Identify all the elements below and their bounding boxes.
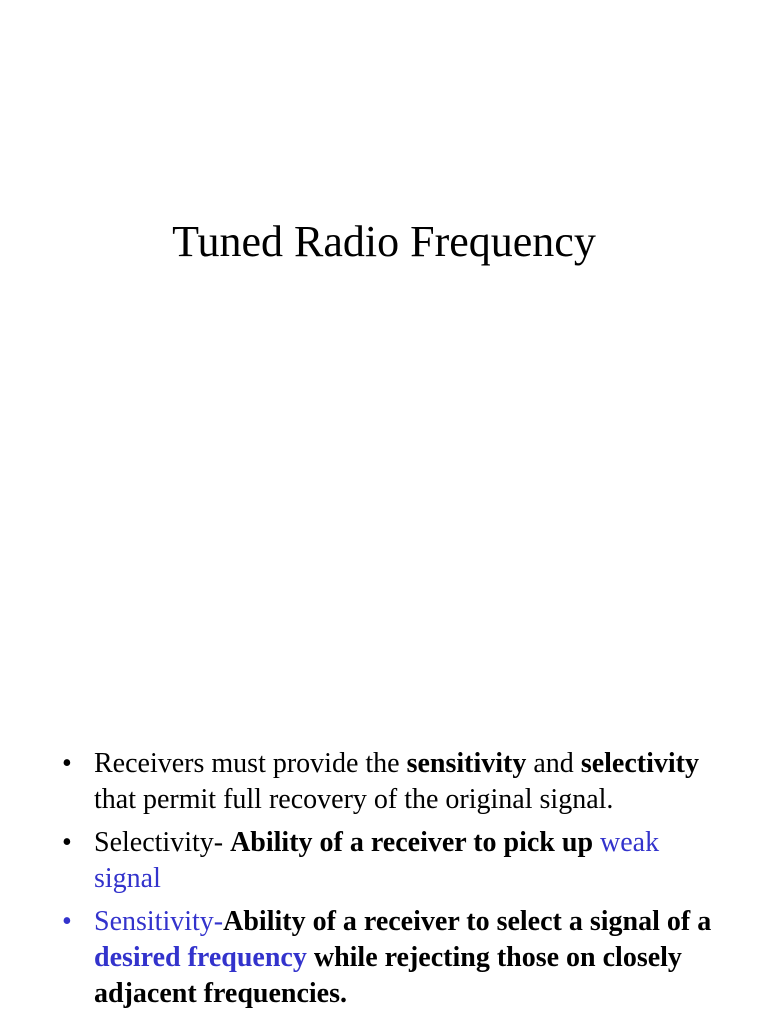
- slide-title: Tuned Radio Frequency: [172, 217, 596, 266]
- bullet-text-highlight: weak signal: [94, 827, 660, 894]
- bullet-dot: •: [62, 748, 72, 779]
- bullet-text-bold-highlight: desired frequency: [94, 942, 307, 973]
- bullet-dot: •: [62, 906, 72, 937]
- bullet-text-bold: selectivity: [580, 748, 699, 779]
- bullet-text: and: [526, 748, 581, 779]
- bullet-text-bold: while rejecting those on closely adjacent frequencies.: [94, 942, 682, 1009]
- bullet-text-bold: Ability of a receiver to select a signal of a: [223, 906, 712, 937]
- bullet-text: Receivers must provide the: [94, 748, 407, 779]
- bullet-text-bold: Ability of a receiver to pick up: [230, 827, 601, 858]
- bullet-item-selectivity: [58, 825, 718, 897]
- bullet-text-highlight: Sensitivity-: [94, 906, 224, 937]
- bullet-item-receivers: [58, 746, 718, 818]
- bullet-text-bold: sensitivity: [406, 748, 527, 779]
- bullet-text: that permit full recovery of the original signal.: [94, 784, 614, 815]
- bullet-dot: •: [62, 827, 72, 858]
- bullet-list: [58, 746, 718, 1019]
- bullet-item-sensitivity: [58, 904, 718, 1012]
- bullet-text: Selectivity-: [94, 827, 231, 858]
